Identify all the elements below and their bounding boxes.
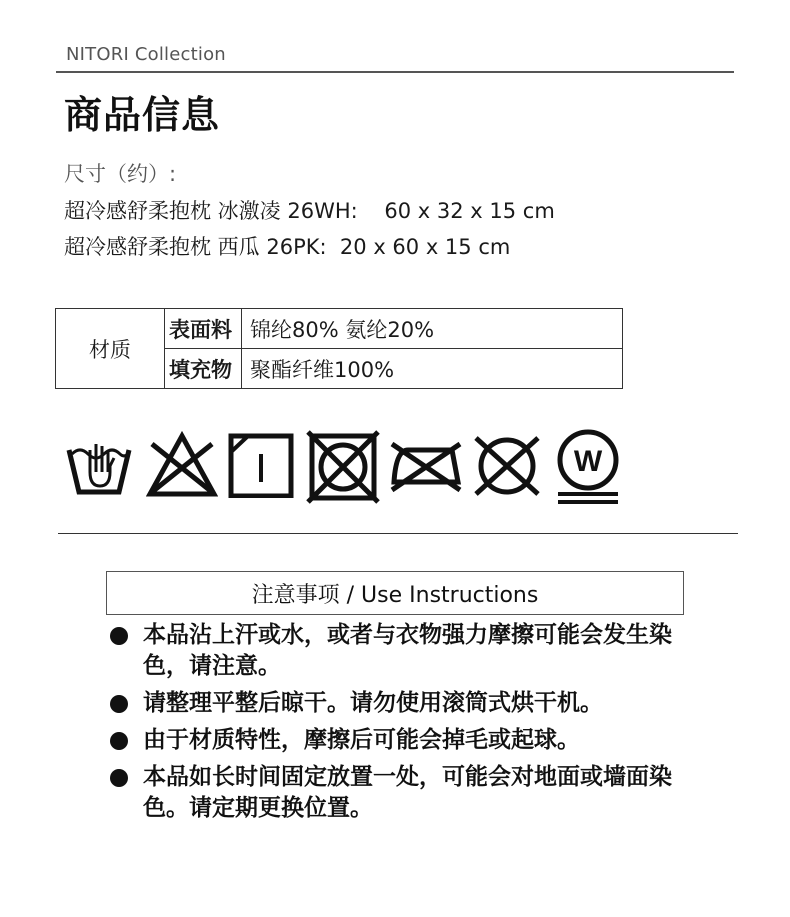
material-key-surface: 表面料 (165, 309, 242, 349)
notice-text: 请整理平整后晾干。请勿使用滚筒式烘干机。 (143, 690, 603, 716)
page-title: 商品信息 (64, 93, 221, 137)
hand-wash-icon (66, 428, 132, 498)
no-iron-icon (388, 428, 464, 498)
section-divider (58, 533, 738, 534)
size-heading: 尺寸（约）: (64, 162, 177, 186)
notice-text: 本品沾上汗或水，或者与衣物强力摩擦可能会发生染色，请注意。 (143, 622, 672, 679)
size-line-icecream: 超冷感舒柔抱枕 冰激凌 26WH: 60 x 32 x 15 cm (64, 199, 555, 223)
material-value-surface: 锦纶80% 氨纶20% (242, 309, 623, 349)
notice-text: 由于材质特性，摩擦后可能会掉毛或起球。 (143, 727, 580, 753)
wet-clean-letter: W (573, 445, 603, 478)
material-value-filling: 聚酯纤维100% (242, 349, 623, 389)
bullet-icon (110, 732, 128, 750)
notice-list (110, 620, 710, 830)
no-dry-clean-icon (470, 428, 544, 498)
header-divider (56, 71, 734, 73)
care-symbols (66, 428, 626, 508)
no-tumble-dry-icon (306, 428, 380, 504)
material-row (56, 309, 623, 349)
list-item (110, 725, 710, 756)
list-item (110, 762, 710, 824)
notice-title-box (106, 571, 684, 615)
list-item (110, 688, 710, 719)
size-line-watermelon: 超冷感舒柔抱枕 西瓜 26PK: 20 x 60 x 15 cm (64, 235, 511, 259)
notice-text: 本品如长时间固定放置一处，可能会对地面或墙面染色。请定期更换位置。 (143, 764, 672, 821)
material-table (55, 308, 623, 389)
bullet-icon (110, 695, 128, 713)
material-category: 材质 (56, 309, 165, 389)
wet-clean-icon (554, 428, 622, 508)
material-key-filling: 填充物 (165, 349, 242, 389)
brand-label: NITORI Collection (66, 44, 226, 65)
bullet-icon (110, 627, 128, 645)
no-bleach-icon (146, 428, 218, 498)
line-dry-icon (228, 428, 294, 498)
list-item (110, 620, 710, 682)
bullet-icon (110, 769, 128, 787)
notice-title: 注意事项 / Use Instructions (251, 582, 539, 608)
